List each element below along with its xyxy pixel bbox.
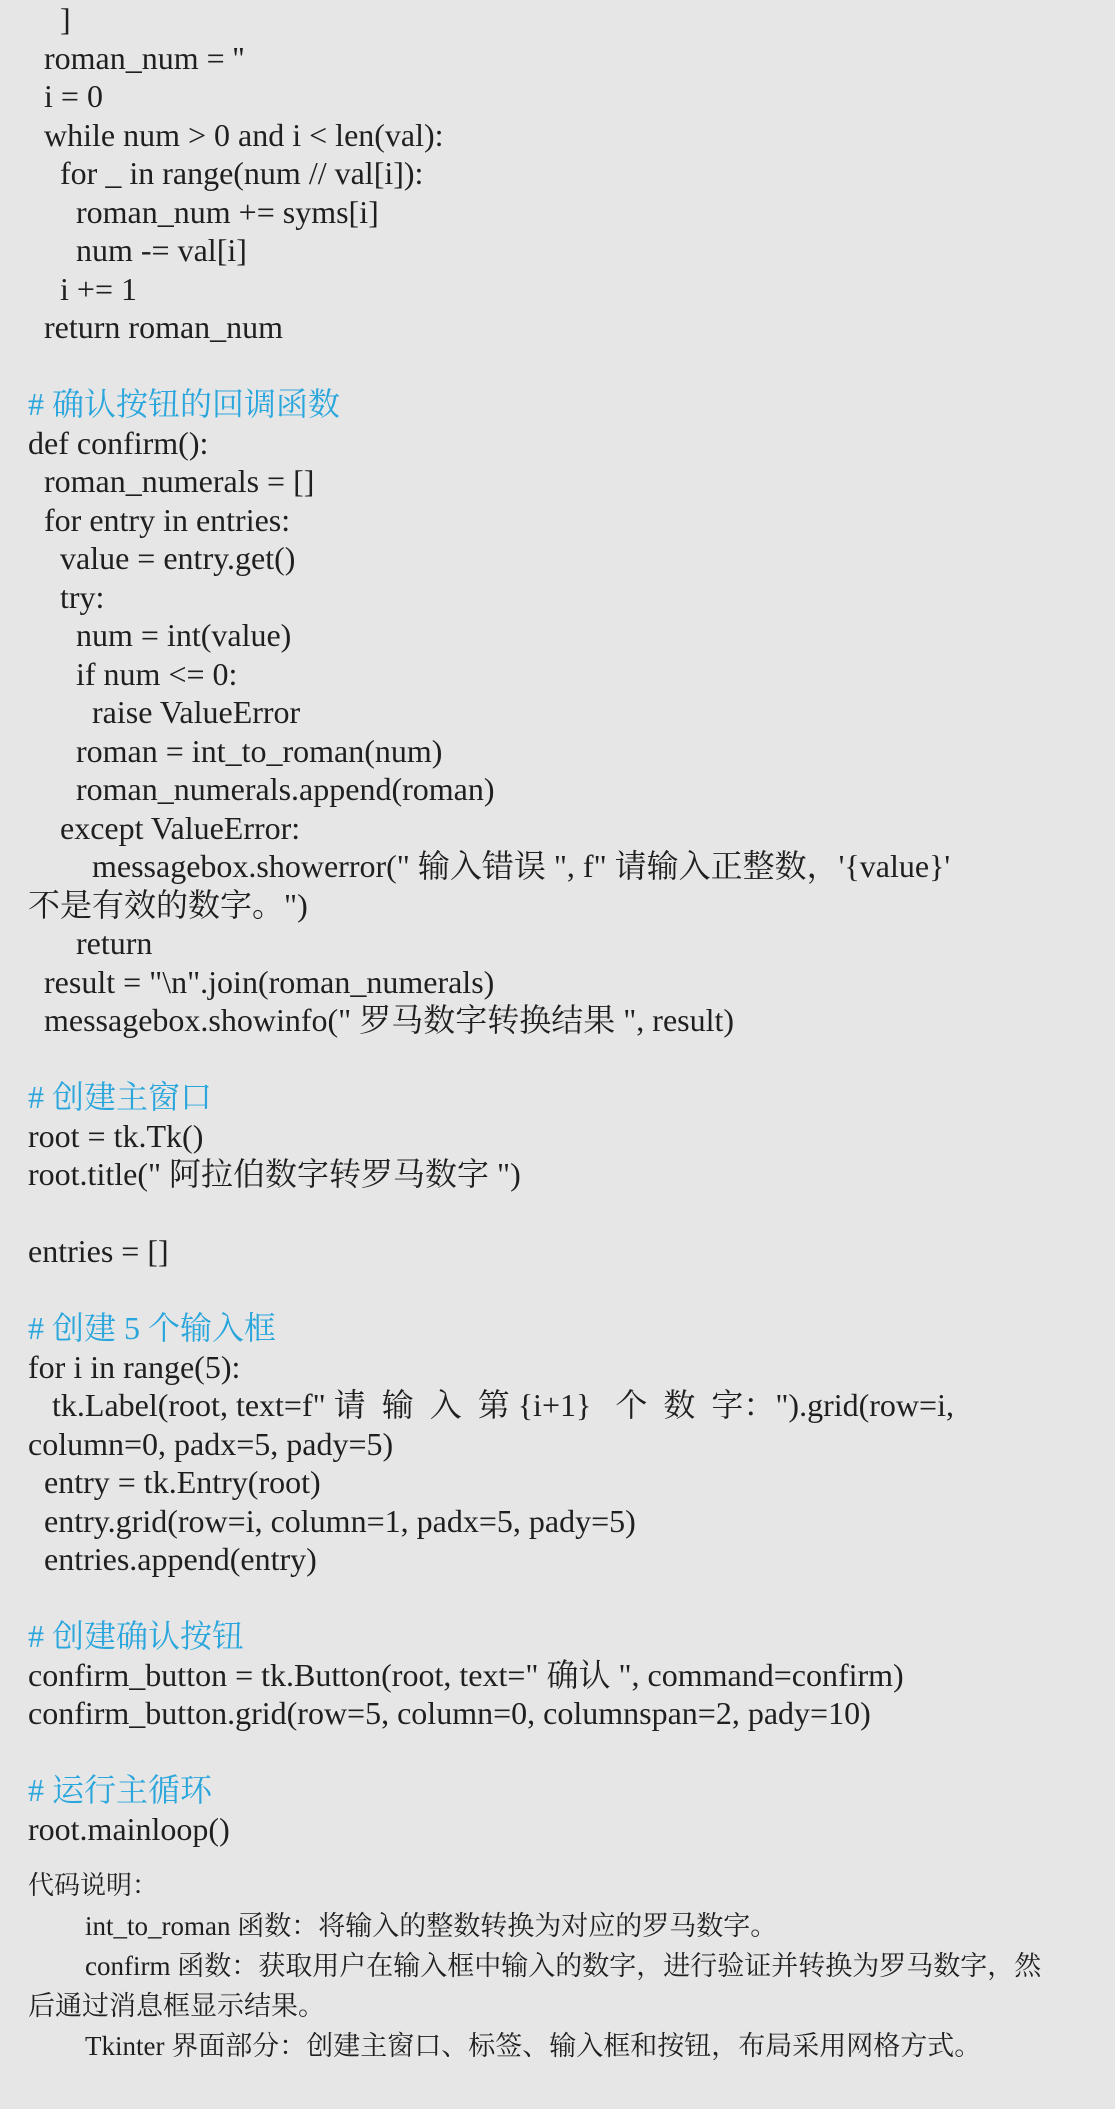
code-line: except ValueError: bbox=[28, 809, 301, 846]
blank-line bbox=[28, 1194, 1088, 1233]
code-line: confirm_button.grid(row=5, column=0, columnspan=2, pady=10) bbox=[28, 1695, 871, 1731]
code-line: root.title(" 阿拉伯数字转罗马数字 ") bbox=[28, 1156, 521, 1192]
code-line: result = "\n".join(roman_numerals) bbox=[28, 963, 495, 1000]
code-line: entries = [] bbox=[28, 1233, 169, 1269]
code-line: roman_numerals = [] bbox=[28, 463, 315, 499]
code-block bbox=[28, 0, 1088, 1848]
code-line: root.mainloop() bbox=[28, 1810, 230, 1847]
code-line: entry = tk.Entry(root) bbox=[28, 1464, 321, 1500]
blank-line bbox=[28, 347, 1088, 386]
code-line: column=0, padx=5, pady=5) bbox=[28, 1425, 394, 1462]
code-comment-line: # 创建确认按钮 bbox=[28, 1618, 245, 1654]
code-line: i += 1 bbox=[28, 270, 137, 307]
code-line: root = tk.Tk() bbox=[28, 1117, 204, 1154]
code-line: entries.append(entry) bbox=[28, 1541, 317, 1577]
code-line: tk.Label(root, text=f" 请 输 入 第 {i+1} 个 数 字：").grid(row=i, bbox=[28, 1387, 954, 1423]
code-line: if num <= 0: bbox=[28, 655, 238, 692]
code-line: def confirm(): bbox=[28, 424, 209, 461]
code-line: entry.grid(row=i, column=1, padx=5, pady=5) bbox=[28, 1502, 636, 1539]
code-line: value = entry.get() bbox=[28, 540, 296, 576]
code-line: num = int(value) bbox=[28, 617, 292, 653]
code-comment-line: # 创建 5 个输入框 bbox=[28, 1310, 277, 1346]
explanation-item: confirm 函数：获取用户在输入框中输入的数字，进行验证并转换为罗马数字，然后通过消息框显示结果。 bbox=[28, 1951, 1042, 2021]
code-line: return bbox=[28, 925, 153, 961]
explanation-item: Tkinter 界面部分：创建主窗口、标签、输入框和按钮，布局采用网格方式。 bbox=[85, 2031, 982, 2061]
document bbox=[28, 0, 1088, 2066]
code-line: 不是有效的数字。") bbox=[28, 886, 308, 923]
explanation-list bbox=[28, 1906, 1088, 2066]
blank-line bbox=[28, 1040, 1088, 1079]
blank-line bbox=[28, 1733, 1088, 1772]
code-line: ] bbox=[28, 1, 71, 37]
code-line: num -= val[i] bbox=[28, 232, 247, 268]
code-line: confirm_button = tk.Button(root, text=" 确认 ", command=confirm) bbox=[28, 1656, 904, 1693]
code-line: return roman_num bbox=[28, 309, 284, 345]
blank-line bbox=[28, 1579, 1088, 1618]
code-line: for i in range(5): bbox=[28, 1348, 241, 1385]
code-line: try: bbox=[28, 578, 105, 615]
code-line: roman_num += syms[i] bbox=[28, 193, 379, 230]
code-line: for entry in entries: bbox=[28, 501, 291, 538]
code-line: roman_num = '' bbox=[28, 39, 245, 76]
code-line: messagebox.showinfo(" 罗马数字转换结果 ", result) bbox=[28, 1002, 735, 1038]
code-line: for _ in range(num // val[i]): bbox=[28, 155, 424, 191]
code-comment-line: # 确认按钮的回调函数 bbox=[28, 386, 341, 422]
code-line: while num > 0 and i < len(val): bbox=[28, 116, 444, 153]
code-line: roman_numerals.append(roman) bbox=[28, 771, 495, 807]
explanation-item: int_to_roman 函数：将输入的整数转换为对应的罗马数字。 bbox=[85, 1911, 778, 1941]
code-line: messagebox.showerror(" 输入错误 ", f" 请输入正整数，'{value}' bbox=[28, 848, 951, 884]
code-line: i = 0 bbox=[28, 78, 103, 114]
explanation-title: 代码说明： bbox=[28, 1871, 159, 1900]
code-line: roman = int_to_roman(num) bbox=[28, 732, 443, 769]
blank-line bbox=[28, 1271, 1088, 1310]
explanation-section bbox=[28, 1866, 1088, 2066]
code-line: raise ValueError bbox=[28, 694, 301, 730]
code-comment-line: # 创建主窗口 bbox=[28, 1079, 213, 1115]
code-comment-line: # 运行主循环 bbox=[28, 1772, 213, 1808]
